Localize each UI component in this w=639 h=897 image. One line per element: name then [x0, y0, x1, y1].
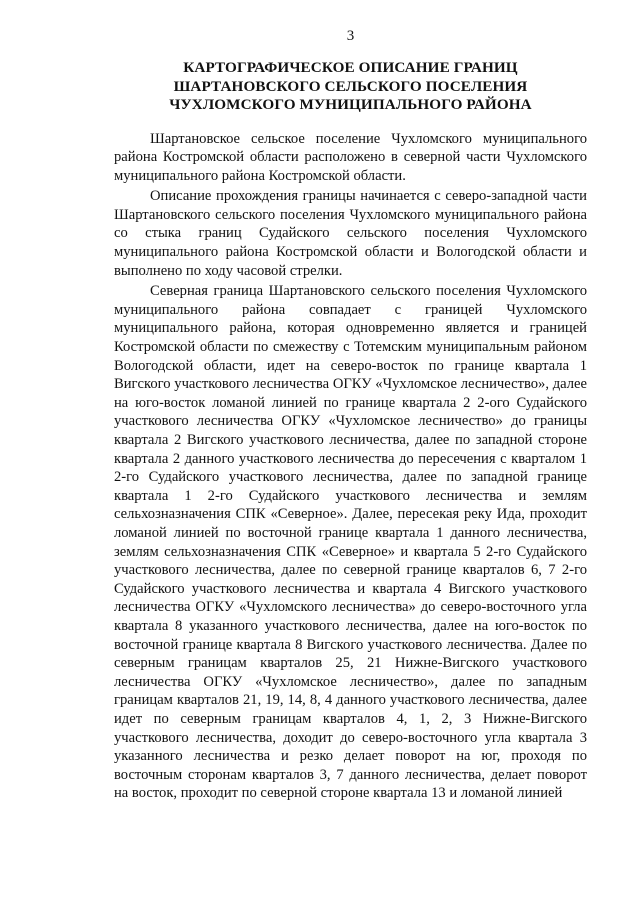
- paragraph-intro: Шартановское сельское поселение Чухломского муниципального района Костромской области расположено в северной части Чухломского муниципального района Костромской области.: [114, 130, 587, 184]
- paragraph-description-start: Описание прохождения границы начинается с северо-западной части Шартановского сельского поселения Чухломского муниципального района со стыка границ Судайского сельского поселения Чухломского муниципального района Костромской области и Вологодской области и выполнено по ходу часовой стрелки.: [114, 188, 587, 279]
- title-line-2: ШАРТАНОВСКОГО СЕЛЬСКОГО ПОСЕЛЕНИЯ: [173, 77, 528, 95]
- title-line-3: ЧУХЛОМСКОГО МУНИЦИПАЛЬНОГО РАЙОНА: [169, 96, 532, 113]
- title-line-1: КАРТОГРАФИЧЕСКОЕ ОПИСАНИЕ ГРАНИЦ: [183, 59, 518, 76]
- document-body: [114, 130, 587, 803]
- page-number: 3: [346, 28, 355, 44]
- paragraph-northern-border: Северная граница Шартановского сельского поселения Чухломского муниципального района совпадает с границей Чухломского муниципального района, которая одновременно является и границей Костромской области по смежеству с Тотемским муниципальным районом Вологодской области, идет на северо-восток по границе квартала 1 Вигского участкового лесничества ОГКУ «Чухломское лесничество», далее на юго-восток ломаной линией по границе квартала 2 2-ого Судайского участкового лесничества ОГКУ «Чухломское лесничество» до границы квартала 2 Вигского участкового лесничества, далее по западной стороне квартала 2 данного участкового лесничества до пересечения с кварталом 1 2-го Судайского участкового лесничества, далее по западной границе квартала 1 2-го Судайского участкового лесничества и землям сельхозназначения СПК «Северное». Далее, пересекая реку Ида, проходит ломаной линией по восточной границе квартала 1 данного лесничества, землям сельхозназначения СПК «Северное» и квартала 5 2-го Судайского участкового лесничества, далее по северной границе кварталов 6, 7 2-го Судайского участкового лесничества и квартала 4 Вигского участкового лесничества ОГКУ «Чухломского лесничества» до северо-восточного угла квартала 8 указанного участкового лесничества, далее на юго-восток по восточной границе квартала 8 Вигского участкового лесничества. Далее по северным границам кварталов 25, 21 Нижне-Вигского участкового лесничества ОГКУ «Чухломское лесничество», далее по западным границам кварталов 21, 19, 14, 8, 4 данного участкового лесничества, далее идет по северным границам кварталов 4, 1, 2, 3 Нижне-Вигского участкового лесничества, доходит до северо-восточного угла квартала 3 указанного лесничества и резко делает поворот на юг, проходя по восточным сторонам кварталов 3, 7 данного лесничества, делает поворот на восток, проходит по северной стороне квартала 13 и ломаной линией: [114, 283, 587, 802]
- document-title: [114, 59, 587, 115]
